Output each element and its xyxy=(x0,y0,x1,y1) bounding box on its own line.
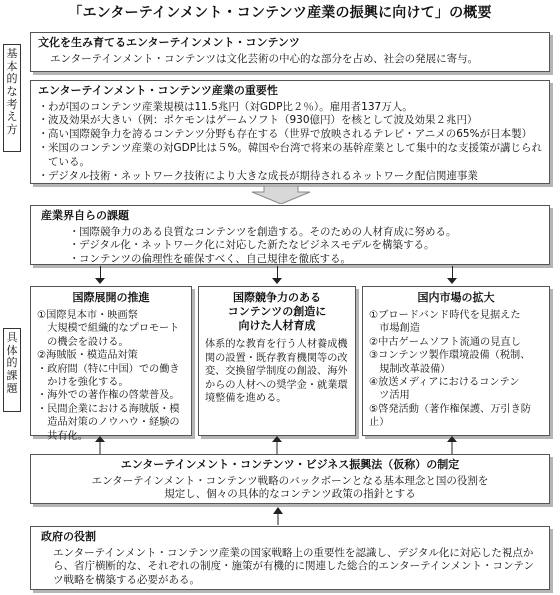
culture-box-text: エンターテインメント・コンテンツは文化芸術の中心的な部分を占め、社会の発展に寄与。 xyxy=(50,52,479,65)
government-box-text: エンターテインメント・コンテンツ産業の国家戦略上の重要性を認識し、デジタル化に対応した視点から、省庁横断的な、それぞれの制度・施策が有機的に関連した総合的エンターテインメント・コンテンツ戦略を構築する必要がある。 xyxy=(53,546,535,587)
government-box-title: 政府の役割 xyxy=(41,530,96,543)
industry-item: ・ デジタル化・ネットワーク化に対応した新たなビジネスモデルを構築する。 xyxy=(69,239,542,253)
industry-item: ・ 国際競争力のある良質なコンテンツを創造する。そのための人材育成に努める。 xyxy=(69,226,542,240)
law-box-line: エンターテインメント・コンテンツ戦略のバックボーンとなる基本理念と国の役割を xyxy=(91,474,489,487)
column-talent-title-line: 向けた人材育成 xyxy=(238,318,316,332)
column-line: 規制改革設備） xyxy=(369,363,451,375)
column-line: の機会を設ける。 xyxy=(37,336,129,348)
industry-list xyxy=(41,226,542,268)
column-line: 市場創造 xyxy=(369,323,420,335)
connector-line xyxy=(277,266,278,278)
side-label-basic xyxy=(3,44,21,152)
column-line: ②中古ゲームソフト流通の見直し xyxy=(369,336,521,348)
importance-list xyxy=(38,101,542,184)
column-line: ⑤啓発活動（著作権保護、万引き防止） xyxy=(369,403,531,429)
page-title: 「エンターテインメント・コンテンツ産業の振興に向けて」の概要 xyxy=(68,5,492,21)
up-arrows-icon xyxy=(0,436,560,454)
big-down-arrow-icon xyxy=(248,186,314,204)
government-box xyxy=(30,526,550,590)
importance-item: ・ わが国のコンテンツ産業規模は11.5兆円（対GDP比２％）。雇用者137万人。 xyxy=(38,101,542,115)
up-arrow-icon xyxy=(270,507,286,525)
industry-item: ・ コンテンツの倫理性を確保すべく、自己規律を徹底する。 xyxy=(69,253,542,267)
column-line: ・政府間（特に中国）での働き xyxy=(37,363,180,375)
importance-box xyxy=(30,80,550,184)
importance-item: ・ 高い国際競争力を誇るコンテンツ分野も存在する（世界で放映されるテレビ・アニメの65%が日本製） xyxy=(38,128,542,142)
industry-box xyxy=(30,205,550,265)
importance-item: ・ 波及効果が大きい（例：ポケモンはゲームソフト（930億円）を核として波及効果２兆円） xyxy=(38,114,542,128)
connector-line xyxy=(100,266,101,278)
column-line: 造品対策のノウハウ・経験の xyxy=(37,417,180,429)
connector-line xyxy=(452,266,453,278)
column-line: かけを強化する。 xyxy=(37,377,129,389)
importance-item: ・ 米国のコンテンツ産業の対GDP比は５%。韓国や台湾で将来の基幹産業として集中的な支援策が講じられている。 xyxy=(38,142,542,170)
column-line: ・民間企業における海賊版・模 xyxy=(37,403,180,415)
arrow-down-icon xyxy=(272,278,282,284)
column-domestic-title: 国内市場の拡大 xyxy=(417,291,495,304)
arrow-down-icon xyxy=(95,278,105,284)
side-label-concrete xyxy=(3,328,21,412)
law-box-line: 規定し、個々の具体的なコンテンツ政策の指針とする xyxy=(164,488,416,501)
column-domestic xyxy=(362,286,550,436)
column-line: ①国際見本市・映画祭 xyxy=(37,309,138,321)
column-line: 大規模で組織的なプロモート xyxy=(37,323,180,335)
importance-box-title: エンターテインメント・コンテンツ産業の重要性 xyxy=(38,84,278,97)
side-label-concrete-text: 具体的課題 xyxy=(6,331,18,395)
column-international xyxy=(30,286,192,442)
arrow-down-icon xyxy=(447,278,457,284)
industry-box-title: 産業界自らの課題 xyxy=(41,209,129,222)
column-line: ③コンテンツ製作環境設備（税制、 xyxy=(369,350,531,362)
column-line: ツ活用 xyxy=(369,390,410,402)
column-talent-title xyxy=(205,291,349,332)
column-line: ・海外での著作権の啓蒙普及。 xyxy=(37,390,180,402)
column-line: ②海賊版・模造品対策 xyxy=(37,350,138,362)
importance-item: ・ デジタル技術・ネットワーク技術により大きな成長が期待されるネットワーク配信関連事業 xyxy=(38,170,542,184)
column-talent-text: 体系的な教育を行う人材養成機関の設置・既存教育機関等の改変、交換留学制度の創設、海外からの人材への奨学金・就業環境整備を進める。 xyxy=(205,339,348,405)
culture-box-title: 文化を生み育てるエンターテインメント・コンテンツ xyxy=(38,36,300,49)
side-label-basic-text: 基本的な考え方 xyxy=(6,47,18,136)
column-line: ①ブロードバンド時代を見据えた xyxy=(369,309,521,321)
column-talent-title-line: コンテンツの創造に xyxy=(227,304,327,318)
column-talent-title-line: 国際競争力のある xyxy=(233,291,321,304)
column-line: ④放送メディアにおけるコンテン xyxy=(369,377,520,389)
law-box xyxy=(30,454,550,504)
column-international-title: 国際展開の推進 xyxy=(72,291,150,304)
column-talent xyxy=(198,286,356,436)
column-line: 共有化。 xyxy=(37,430,88,442)
culture-box xyxy=(30,32,550,72)
law-box-title: エンターテインメント・コンテンツ・ビジネス振興法（仮称）の制定 xyxy=(120,458,460,471)
